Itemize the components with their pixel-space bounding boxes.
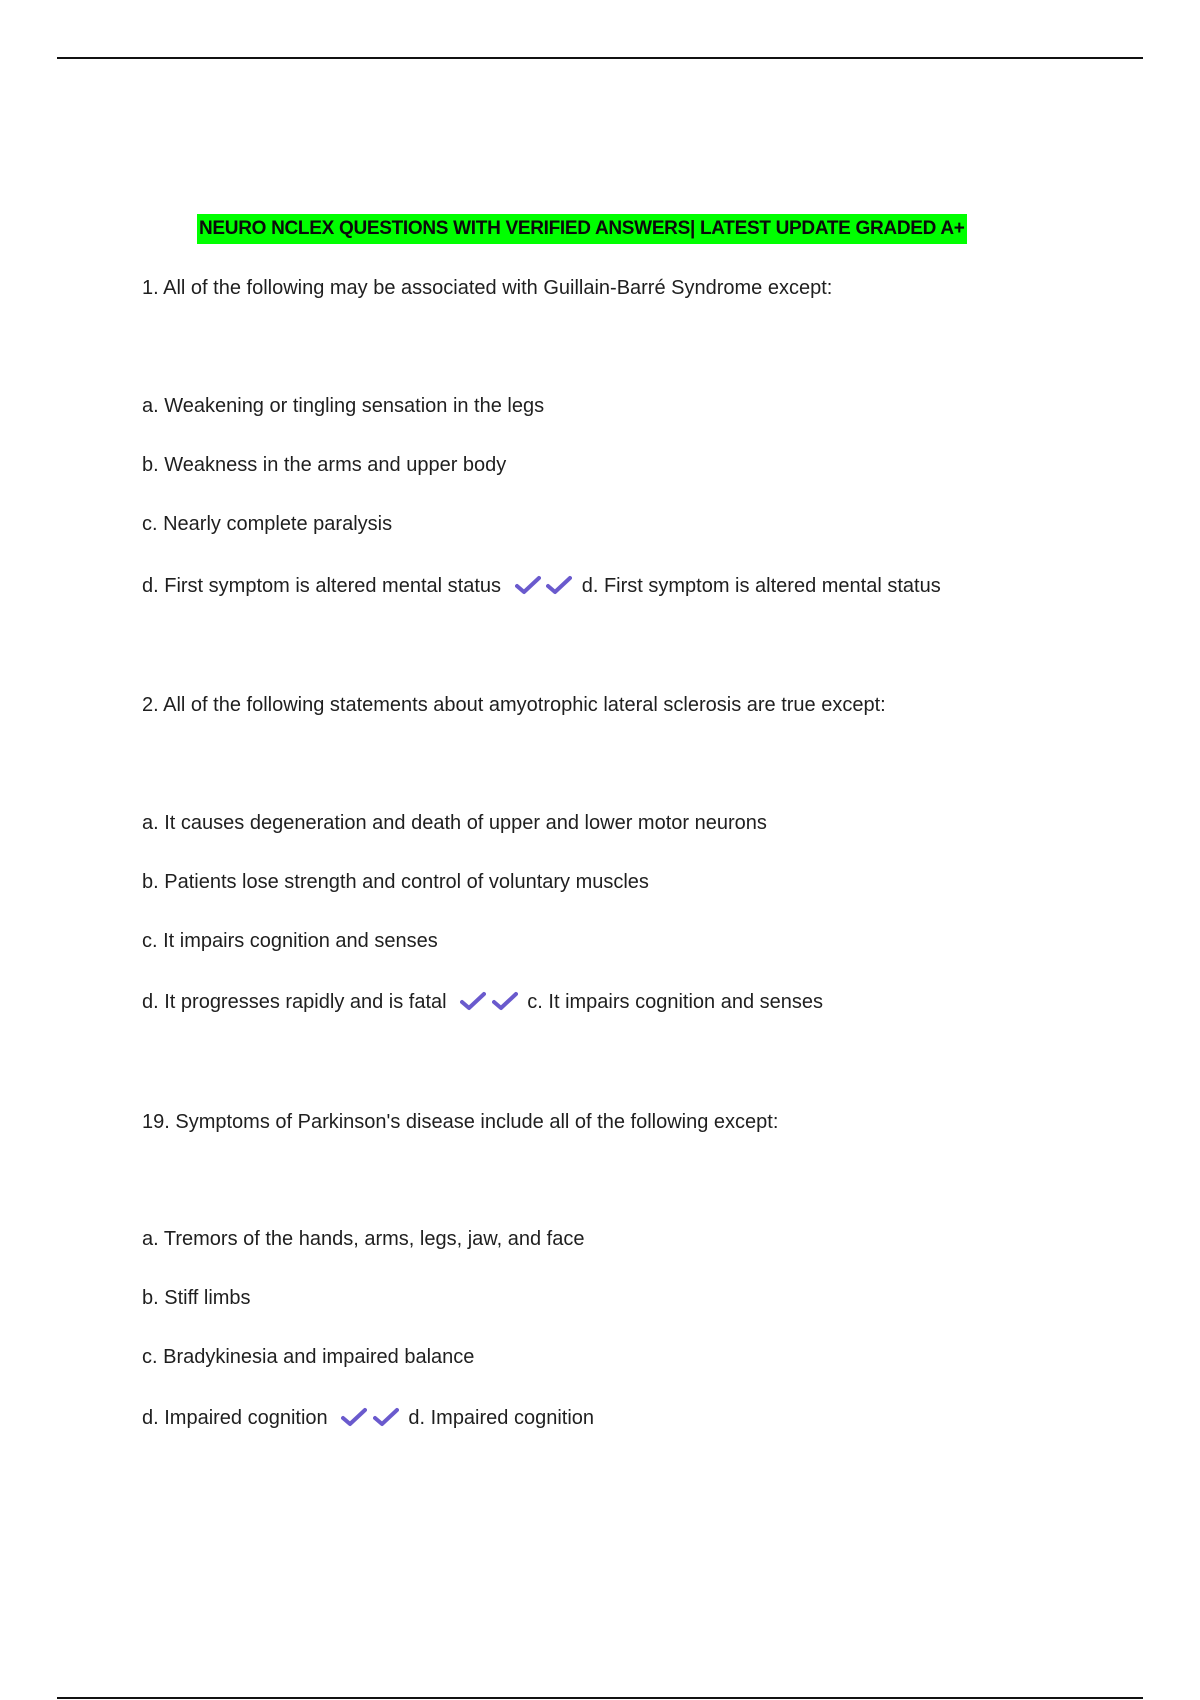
question-1-option-d: d. First symptom is altered mental status [142, 575, 502, 597]
top-divider [57, 57, 1143, 59]
question-1-option-d-row [142, 572, 941, 601]
question-19-prompt: 19. Symptoms of Parkinson's disease include all of the following except: [142, 1111, 779, 1133]
question-2-option-d-row [142, 988, 823, 1017]
bottom-divider [57, 1697, 1143, 1699]
question-19-option-d-row [142, 1404, 594, 1433]
question-2-option-c: c. It impairs cognition and senses [142, 930, 438, 952]
check-icon [515, 575, 541, 595]
verified-check-pair [341, 1403, 399, 1431]
question-2-option-b: b. Patients lose strength and control of voluntary muscles [142, 871, 649, 893]
question-19-option-a: a. Tremors of the hands, arms, legs, jaw, and face [142, 1228, 585, 1250]
question-1-prompt: 1. All of the following may be associated with Guillain-Barré Syndrome except: [142, 277, 833, 299]
check-icon [492, 991, 518, 1011]
check-icon [373, 1407, 399, 1427]
question-19-option-d: d. Impaired cognition [142, 1407, 328, 1429]
question-1-option-c: c. Nearly complete paralysis [142, 513, 393, 535]
check-icon [546, 575, 572, 595]
check-icon [460, 991, 486, 1011]
question-19-option-c: c. Bradykinesia and impaired balance [142, 1346, 475, 1368]
question-2-option-d: d. It progresses rapidly and is fatal [142, 991, 447, 1013]
question-2-option-a: a. It causes degeneration and death of upper and lower motor neurons [142, 812, 767, 834]
verified-check-pair [515, 571, 573, 599]
question-1-option-a: a. Weakening or tingling sensation in the legs [142, 395, 545, 417]
title-container [197, 214, 967, 244]
question-1-answer: d. First symptom is altered mental status [581, 575, 941, 597]
question-1-option-b: b. Weakness in the arms and upper body [142, 454, 507, 476]
question-19-answer: d. Impaired cognition [408, 1407, 595, 1429]
check-icon [341, 1407, 367, 1427]
document-title: NEURO NCLEX QUESTIONS WITH VERIFIED ANSWERS| LATEST UPDATE GRADED A+ [197, 214, 967, 244]
question-2-prompt: 2. All of the following statements about amyotrophic lateral sclerosis are true except: [142, 694, 886, 716]
question-2-answer: c. It impairs cognition and senses [527, 991, 823, 1013]
question-19-option-b: b. Stiff limbs [142, 1287, 251, 1309]
verified-check-pair [460, 987, 518, 1015]
